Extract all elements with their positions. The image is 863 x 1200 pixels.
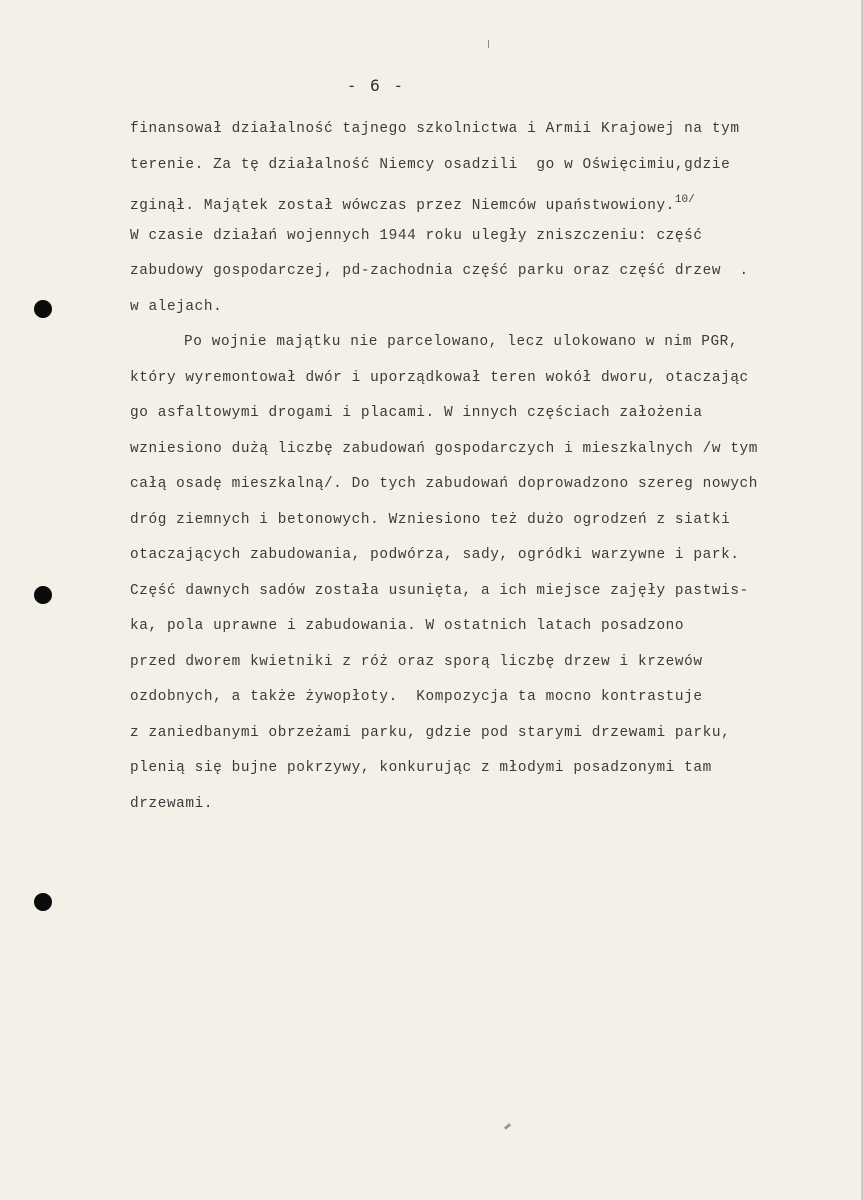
text-line: finansował działalność tajnego szkolnictwa i Armii Krajowej na tym [130, 121, 740, 137]
text-line: Część dawnych sadów została usunięta, a ich miejsce zajęły pastwis- [130, 582, 749, 599]
text-line: drzewami. [130, 795, 214, 812]
punch-hole [34, 586, 52, 604]
text-line: ka, pola uprawne i zabudowania. W ostatnich latach posadzono [130, 618, 685, 634]
text-line: całą osadę mieszkalną/. Do tych zabudowań doprowadzono szereg nowych [130, 476, 759, 492]
paper-speck [488, 40, 489, 48]
text-line [130, 183, 860, 219]
text-line: otaczających zabudowania, podwórza, sady, ogródki warzywne i park. [130, 547, 740, 563]
footnote-reference: 10/ [674, 194, 695, 206]
text-line: w alejach. [130, 298, 223, 315]
text-line: W czasie działań wojennych 1944 roku uległy zniszczeniu: część [130, 227, 703, 244]
text-line: go asfaltowymi drogami i placami. W innych częściach założenia [130, 405, 703, 421]
text-line: który wyremontował dwór i uporządkował teren wokół dworu, otaczając [130, 369, 749, 386]
text-line: zabudowy gospodarczej, pd-zachodnia część parku oraz część drzew . [130, 263, 749, 279]
text-line: dróg ziemnych i betonowych. Wzniesiono też dużo ogrodzeń z siatki [130, 511, 731, 528]
text-line: plenią się bujne pokrzywy, konkurując z młodymi posadzonymi tam [130, 760, 712, 776]
punch-hole [34, 300, 52, 318]
text-line: ozdobnych, a także żywopłoty. Kompozycja ta mocno kontrastuje [130, 689, 703, 705]
text-line: wzniesiono dużą liczbę zabudowań gospodarczych i mieszkalnych /w tym [130, 440, 759, 457]
body-text [130, 112, 860, 822]
punch-hole [34, 893, 52, 911]
paper-speck [504, 1123, 511, 1130]
text-line: z zaniedbanymi obrzeżami parku, gdzie pod starymi drzewami parku, [130, 724, 731, 741]
page-number: - 6 - [346, 76, 406, 95]
text-line: przed dworem kwietniki z róż oraz sporą liczbę drzew i krzewów [130, 653, 703, 670]
text-line-content: zginął. Majątek został wówczas przez Niemców upaństwowiony. [130, 198, 675, 214]
text-line: terenie. Za tę działalność Niemcy osadzili go w Oświęcimiu,gdzie [130, 156, 731, 173]
text-line: Po wojnie majątku nie parcelowano, lecz ulokowano w nim PGR, [184, 334, 739, 350]
